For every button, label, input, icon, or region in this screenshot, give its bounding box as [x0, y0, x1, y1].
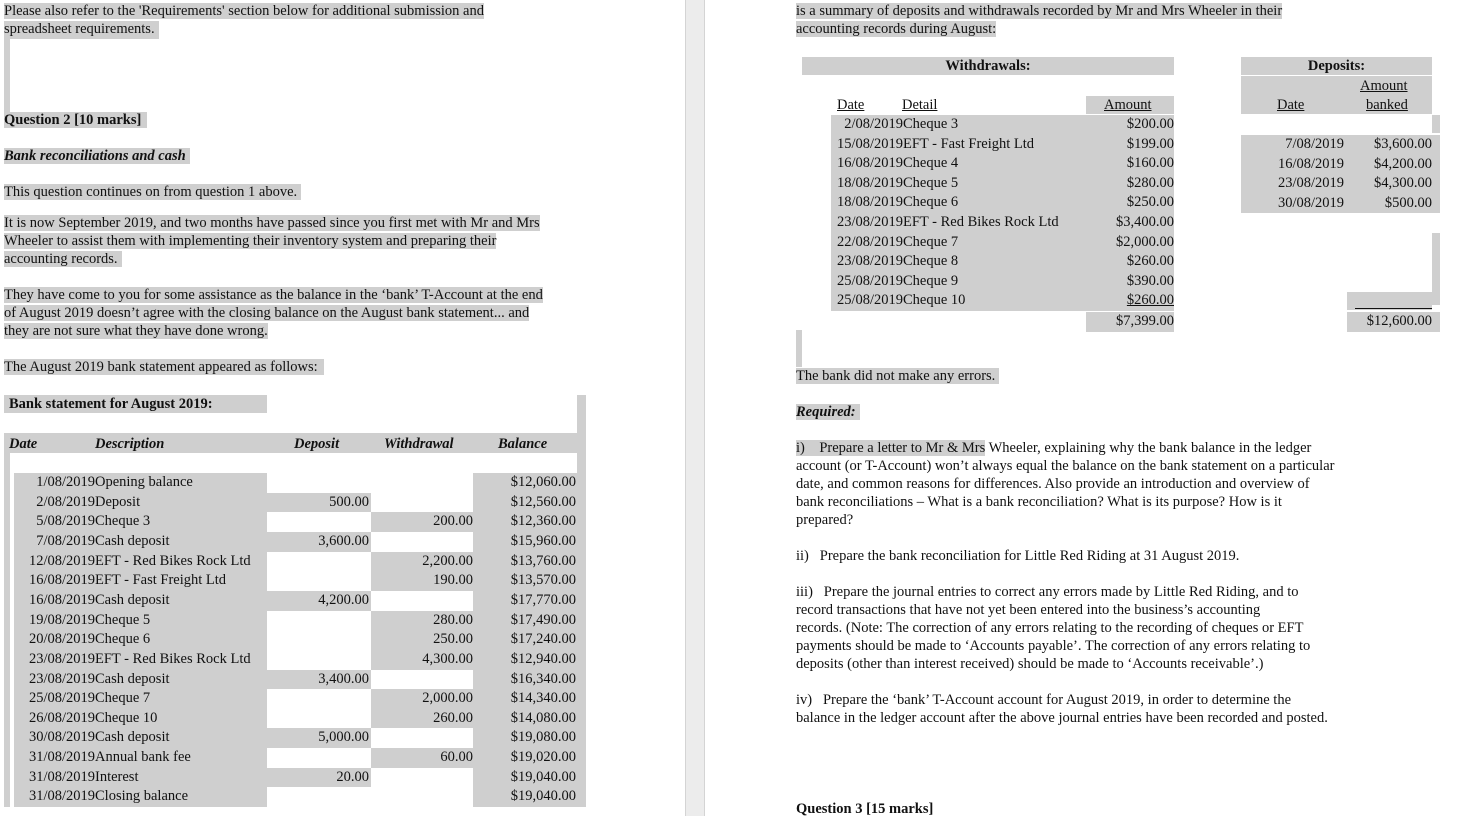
row-edge [4, 748, 10, 768]
req-line: iii) Prepare the journal entries to correct any errors made by Little Red Riding, and to [796, 584, 1299, 600]
intro-line: accounting records during August: [796, 21, 997, 37]
row-balance: $14,340.00 [510, 690, 576, 706]
req-line: account (or T-Account) won’t always equal the balance on the bank statement on a particular [796, 458, 1335, 474]
withdrawal-amount: $160.00 [1126, 155, 1174, 171]
row-date: 23/08/2019 [28, 671, 95, 687]
requirement-iii [796, 583, 1310, 673]
deposits-edge [1432, 115, 1440, 133]
requirement-ii: ii) Prepare the bank reconciliation for Little Red Riding at 31 August 2019. [796, 548, 1240, 564]
right-page [705, 0, 1477, 816]
row-description: Deposit [95, 494, 141, 510]
row-withdrawal: 2,200.00 [422, 553, 473, 569]
row-description: Cash deposit [95, 533, 170, 549]
withdrawal-date: 16/08/2019 [836, 155, 903, 171]
row-edge [4, 473, 10, 493]
summary-intro [796, 2, 1282, 38]
intro-line: spreadsheet requirements. [4, 21, 159, 39]
question-3-title: Question 3 [15 marks] [796, 801, 934, 816]
row-date: 31/08/2019 [28, 749, 95, 765]
deposit-amount: $4,200.00 [1374, 156, 1432, 172]
req-line: i) Prepare a letter to Mr & Mrs Wheeler, explaining why the bank balance in the ledger [796, 440, 1312, 456]
paragraph-line: accounting records. [4, 251, 122, 267]
table-edge [4, 453, 10, 473]
row-deposit [267, 552, 369, 570]
row-edge [4, 709, 10, 728]
withdrawal-date: 25/08/2019 [836, 292, 903, 308]
row-edge [4, 552, 10, 571]
deposits-edge [1432, 233, 1440, 305]
no-errors-text: The bank did not make any errors. [796, 368, 999, 384]
paragraph-line: of August 2019 doesn’t agree with the closing balance on the August bank statement... and [4, 305, 530, 321]
row-date: 20/08/2019 [28, 631, 95, 647]
row-edge [4, 512, 10, 532]
question-2-subtitle: Bank reconciliations and cash [4, 148, 190, 164]
row-edge [4, 689, 10, 709]
row-deposit [267, 512, 369, 530]
intro-paragraph [4, 2, 484, 40]
page-gap [685, 0, 705, 816]
withdrawals-title: Withdrawals: [945, 58, 1031, 74]
withdrawal-amount: $260.00 [1126, 253, 1174, 269]
row-date: 2/08/2019 [36, 494, 95, 510]
deposit-amount: $500.00 [1384, 195, 1432, 211]
req-line: payments should be made to ‘Accounts payable’. The correction of any errors relating to [796, 638, 1311, 654]
req-line: deposits (other than interest received) should be made to ‘Accounts receivable’.) [796, 656, 1264, 672]
row-deposit [267, 689, 369, 707]
row-withdrawal [371, 670, 473, 688]
withdrawal-date: 18/08/2019 [836, 175, 903, 191]
row-date: 1/08/2019 [36, 474, 95, 490]
col-description: Description [95, 436, 165, 452]
context-paragraph-2 [4, 286, 543, 340]
withdrawal-detail: Cheque 8 [903, 253, 959, 269]
statement-title: Bank statement for August 2019: [9, 396, 213, 412]
deposit-amount: $3,600.00 [1374, 136, 1432, 152]
row-deposit [267, 748, 369, 766]
row-date: 31/08/2019 [28, 769, 95, 785]
deposits-total: $12,600.00 [1366, 313, 1432, 329]
row-deposit: 4,200.00 [318, 592, 369, 608]
row-balance: $12,560.00 [510, 494, 576, 510]
row-edge [4, 571, 10, 591]
col-withdrawal: Withdrawal [384, 436, 454, 452]
withdrawal-amount: $260.00 [1126, 292, 1174, 308]
row-edge [4, 768, 10, 787]
d-col-amount-top: Amount [1360, 78, 1408, 94]
row-edge [4, 611, 10, 630]
withdrawal-detail: Cheque 4 [903, 155, 959, 171]
question-2-title: Question 2 [10 marks] [4, 112, 147, 128]
continues-text: This question continues on from question 1 above. [4, 184, 301, 200]
row-deposit: 5,000.00 [318, 729, 369, 745]
intro-line: Please also refer to the 'Requirements' section below for additional submission and [4, 3, 484, 19]
row-withdrawal [371, 591, 473, 609]
withdrawals-total: $7,399.00 [1116, 313, 1174, 329]
row-withdrawal [371, 493, 473, 511]
col-balance: Balance [498, 436, 548, 452]
withdrawal-amount: $3,400.00 [1116, 214, 1174, 230]
withdrawal-amount: $2,000.00 [1116, 234, 1174, 250]
withdrawal-amount: $200.00 [1126, 116, 1174, 132]
col-date: Date [9, 436, 38, 452]
withdrawal-detail: EFT - Fast Freight Ltd [903, 136, 1035, 152]
row-date: 23/08/2019 [28, 651, 95, 667]
row-deposit: 3,600.00 [318, 533, 369, 549]
context-paragraph-1 [4, 214, 540, 268]
deposit-date: 16/08/2019 [1277, 156, 1344, 172]
row-balance: $13,570.00 [510, 572, 576, 588]
req-line: bank reconciliations – What is a bank reconciliation? What is its purpose? How is it [796, 494, 1282, 510]
row-deposit [267, 611, 369, 629]
withdrawal-date: 2/08/2019 [844, 116, 903, 132]
row-description: Cash deposit [95, 729, 170, 745]
row-withdrawal [371, 787, 473, 805]
row-date: 31/08/2019 [28, 788, 95, 804]
w-col-date: Date [837, 97, 865, 113]
deposits-title: Deposits: [1307, 58, 1366, 74]
row-withdrawal: 2,000.00 [422, 690, 473, 706]
deposit-date: 23/08/2019 [1277, 175, 1344, 191]
row-balance: $19,080.00 [510, 729, 576, 745]
row-balance: $19,020.00 [510, 749, 576, 765]
row-deposit [267, 650, 369, 668]
row-date: 25/08/2019 [28, 690, 95, 706]
row-edge [4, 787, 10, 807]
row-description: Interest [95, 769, 139, 785]
row-date: 12/08/2019 [28, 553, 95, 569]
row-edge [4, 728, 10, 748]
row-description: Cheque 7 [95, 690, 151, 706]
required-heading: Required: [796, 404, 860, 420]
row-description: Cash deposit [95, 592, 170, 608]
withdrawal-amount: $199.00 [1126, 136, 1174, 152]
row-date: 7/08/2019 [36, 533, 95, 549]
req-line: record transactions that have not yet been entered into the business’s accounting [796, 602, 1261, 618]
row-description: Closing balance [95, 788, 189, 804]
row-edge [4, 591, 10, 611]
total-rule [1355, 308, 1432, 309]
row-deposit [267, 630, 369, 648]
row-edge [4, 630, 10, 650]
row-withdrawal: 200.00 [433, 513, 473, 529]
intro-line: is a summary of deposits and withdrawals recorded by Mr and Mrs Wheeler in their [796, 3, 1283, 19]
row-balance: $12,060.00 [510, 474, 576, 490]
margin-highlight [796, 330, 802, 367]
row-deposit: 500.00 [329, 494, 369, 510]
row-description: EFT - Red Bikes Rock Ltd [95, 553, 251, 569]
row-withdrawal: 280.00 [433, 612, 473, 628]
row-description: Cheque 5 [95, 612, 151, 628]
row-deposit: 20.00 [336, 769, 369, 785]
withdrawal-date: 18/08/2019 [836, 194, 903, 210]
row-description: EFT - Fast Freight Ltd [95, 572, 227, 588]
withdrawal-detail: Cheque 10 [903, 292, 966, 308]
paragraph-line: It is now September 2019, and two months have passed since you first met with Mr and Mrs [4, 215, 540, 231]
margin-highlight [4, 38, 10, 114]
table-edge [577, 395, 586, 433]
row-deposit [267, 473, 369, 491]
paragraph-line: they are not sure what they have done wrong. [4, 323, 268, 339]
row-date: 16/08/2019 [28, 592, 95, 608]
withdrawal-amount: $390.00 [1126, 273, 1174, 289]
row-balance: $17,240.00 [510, 631, 576, 647]
row-date: 19/08/2019 [28, 612, 95, 628]
row-balance: $17,490.00 [510, 612, 576, 628]
withdrawal-detail: Cheque 5 [903, 175, 959, 191]
row-deposit [267, 787, 369, 805]
withdrawal-date: 15/08/2019 [836, 136, 903, 152]
row-withdrawal: 250.00 [433, 631, 473, 647]
deposit-date: 30/08/2019 [1277, 195, 1344, 211]
row-description: Cheque 10 [95, 710, 158, 726]
req-line: iv) Prepare the ‘bank’ T-Account account for August 2019, in order to determine the [796, 692, 1292, 708]
row-balance: $17,770.00 [510, 592, 576, 608]
d-col-amount-bottom: banked [1366, 97, 1408, 113]
row-deposit: 3,400.00 [318, 671, 369, 687]
row-date: 16/08/2019 [28, 572, 95, 588]
row-withdrawal [371, 473, 473, 491]
w-col-amount: Amount [1104, 97, 1152, 113]
row-description: EFT - Red Bikes Rock Ltd [95, 651, 251, 667]
row-edge [4, 650, 10, 670]
withdrawal-date: 23/08/2019 [836, 214, 903, 230]
row-edge [4, 670, 10, 689]
row-description: Cheque 3 [95, 513, 151, 529]
row-balance: $19,040.00 [510, 769, 576, 785]
withdrawal-detail: Cheque 6 [903, 194, 959, 210]
paragraph-line: They have come to you for some assistance as the balance in the ‘bank’ T-Account at the end [4, 287, 543, 303]
withdrawal-date: 22/08/2019 [836, 234, 903, 250]
row-date: 5/08/2019 [36, 513, 95, 529]
row-withdrawal: 190.00 [433, 572, 473, 588]
row-balance: $15,960.00 [510, 533, 576, 549]
statement-intro: The August 2019 bank statement appeared as follows: [4, 359, 324, 375]
row-deposit [267, 571, 369, 589]
row-date: 26/08/2019 [28, 710, 95, 726]
req-line: balance in the ledger account after the above journal entries have been recorded and posted. [796, 710, 1328, 726]
row-balance: $16,340.00 [510, 671, 576, 687]
row-balance: $19,040.00 [510, 788, 576, 804]
row-balance: $12,360.00 [510, 513, 576, 529]
col-deposit: Deposit [294, 436, 340, 452]
row-withdrawal: 60.00 [440, 749, 473, 765]
d-col-date: Date [1277, 97, 1305, 113]
withdrawal-detail: Cheque 9 [903, 273, 959, 289]
row-withdrawal [371, 728, 473, 746]
row-deposit [267, 709, 369, 727]
row-description: Annual bank fee [95, 749, 191, 765]
row-description: Cheque 6 [95, 631, 151, 647]
withdrawal-amount: $250.00 [1126, 194, 1174, 210]
requirement-i [796, 439, 1334, 529]
left-page [0, 0, 685, 816]
table-edge [577, 453, 586, 473]
req-line: prepared? [796, 512, 854, 528]
withdrawal-detail: Cheque 3 [903, 116, 959, 132]
withdrawal-detail: EFT - Red Bikes Rock Ltd [903, 214, 1059, 230]
row-edge [4, 493, 10, 512]
row-edge [4, 532, 10, 552]
row-withdrawal [371, 532, 473, 550]
row-date: 30/08/2019 [28, 729, 95, 745]
row-description: Cash deposit [95, 671, 170, 687]
deposit-amount: $4,300.00 [1374, 175, 1432, 191]
row-balance: $13,760.00 [510, 553, 576, 569]
req-line: records. (Note: The correction of any errors relating to the recording of cheques or EFT [796, 620, 1304, 636]
row-description: Opening balance [95, 474, 193, 490]
row-withdrawal [371, 768, 473, 786]
row-withdrawal: 260.00 [433, 710, 473, 726]
requirement-iv [796, 691, 1328, 727]
withdrawal-date: 25/08/2019 [836, 273, 903, 289]
req-line: date, and common reasons for differences. Also provide an introduction and overview of [796, 476, 1310, 492]
withdrawal-detail: Cheque 7 [903, 234, 959, 250]
row-withdrawal: 4,300.00 [422, 651, 473, 667]
row-balance: $12,940.00 [510, 651, 576, 667]
row-balance: $14,080.00 [510, 710, 576, 726]
withdrawal-date: 23/08/2019 [836, 253, 903, 269]
w-col-detail: Detail [902, 97, 938, 113]
withdrawal-amount: $280.00 [1126, 175, 1174, 191]
deposit-date: 7/08/2019 [1285, 136, 1344, 152]
paragraph-line: Wheeler to assist them with implementing their inventory system and preparing their [4, 233, 497, 249]
